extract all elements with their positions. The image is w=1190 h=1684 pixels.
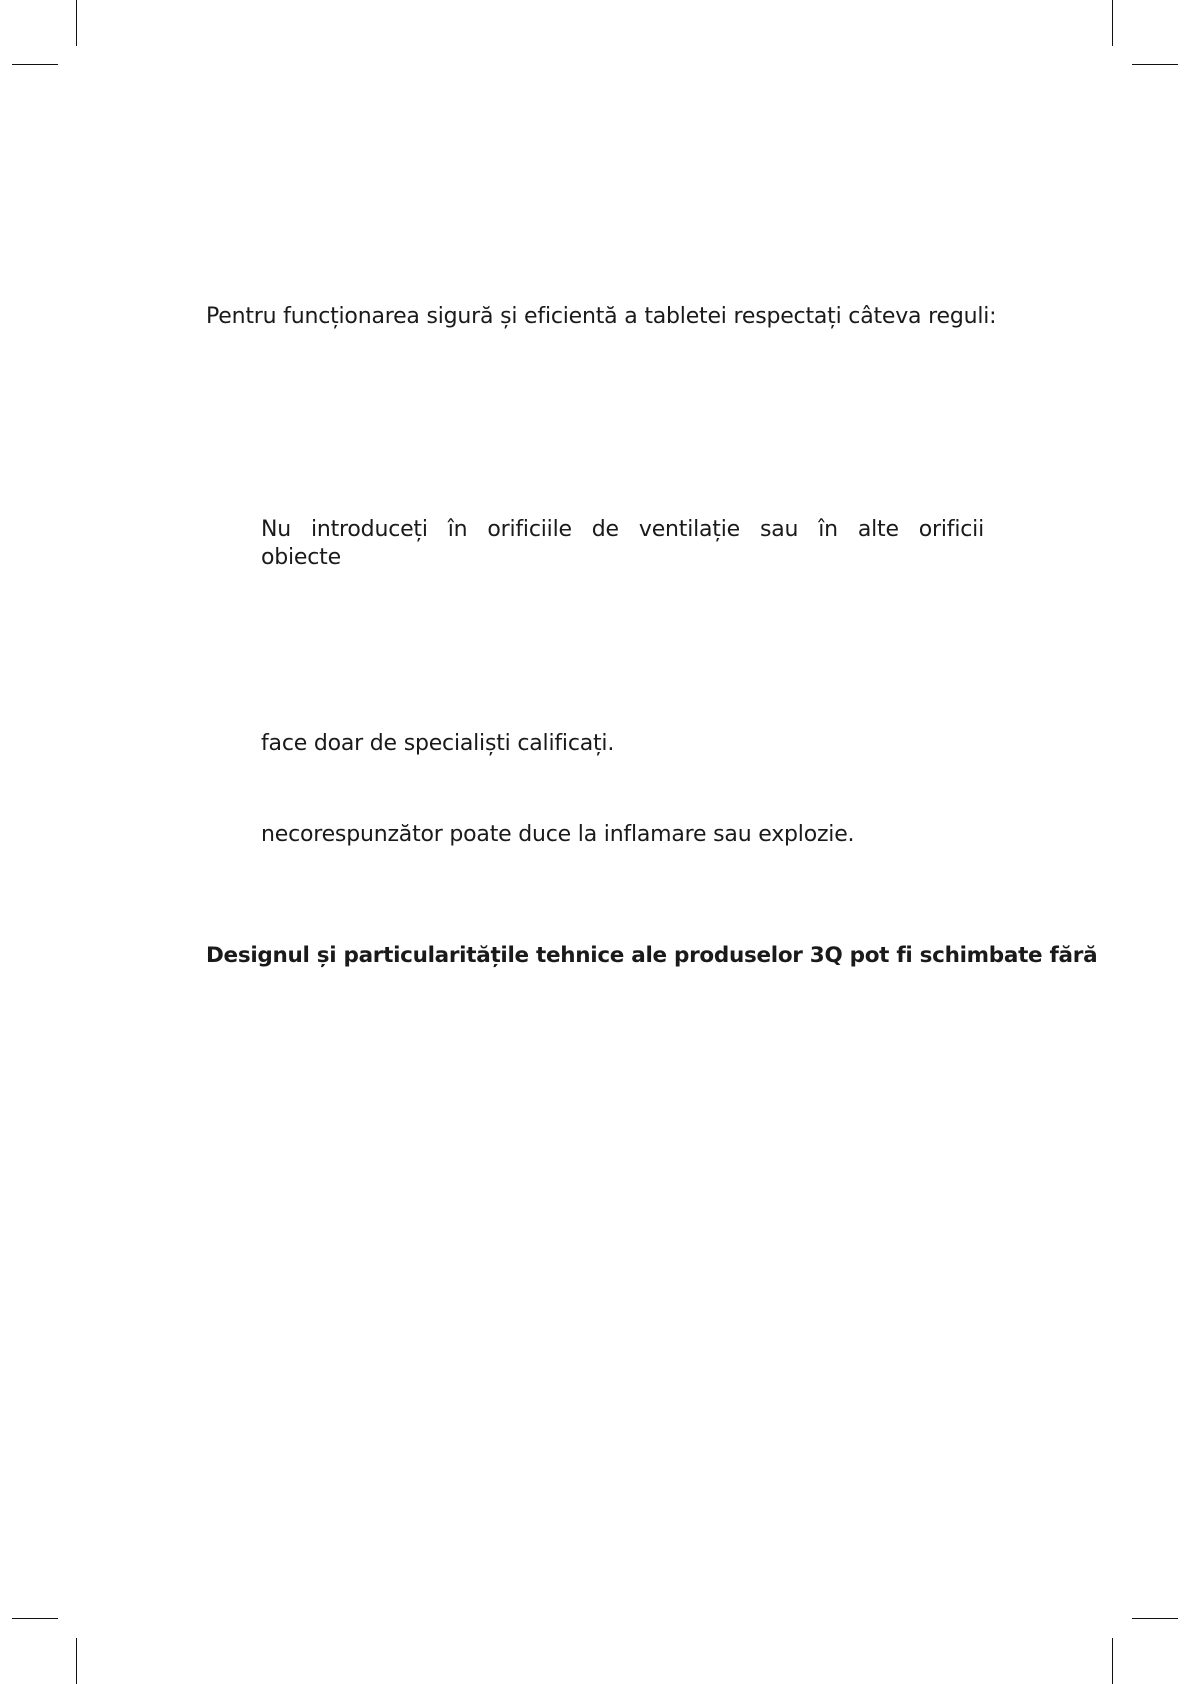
crop-mark-bottom-left-vertical (76, 1638, 77, 1684)
crop-mark-top-right-horizontal (1132, 64, 1178, 65)
crop-mark-bottom-right-vertical (1112, 1638, 1113, 1684)
crop-mark-top-left-vertical (76, 0, 77, 46)
design-note: Designul și particularitățile tehnice ale produselor 3Q pot fi schimbate fără (206, 943, 1098, 968)
crop-mark-top-left-horizontal (12, 64, 58, 65)
rule-vents-line: Nu introduceți în orificiile de ventilație sau în alte orificii obiecte (261, 517, 984, 570)
rule-explosion-line: necorespunzător poate duce la inflamare sau explozie. (261, 822, 855, 847)
intro-line: Pentru funcționarea sigură și eficientă a tabletei respectați câteva reguli: (206, 304, 997, 329)
rule-specialists-line: face doar de specialiști calificați. (261, 731, 615, 756)
crop-mark-bottom-left-horizontal (12, 1618, 58, 1619)
crop-mark-bottom-right-horizontal (1132, 1618, 1178, 1619)
crop-mark-top-right-vertical (1112, 0, 1113, 46)
